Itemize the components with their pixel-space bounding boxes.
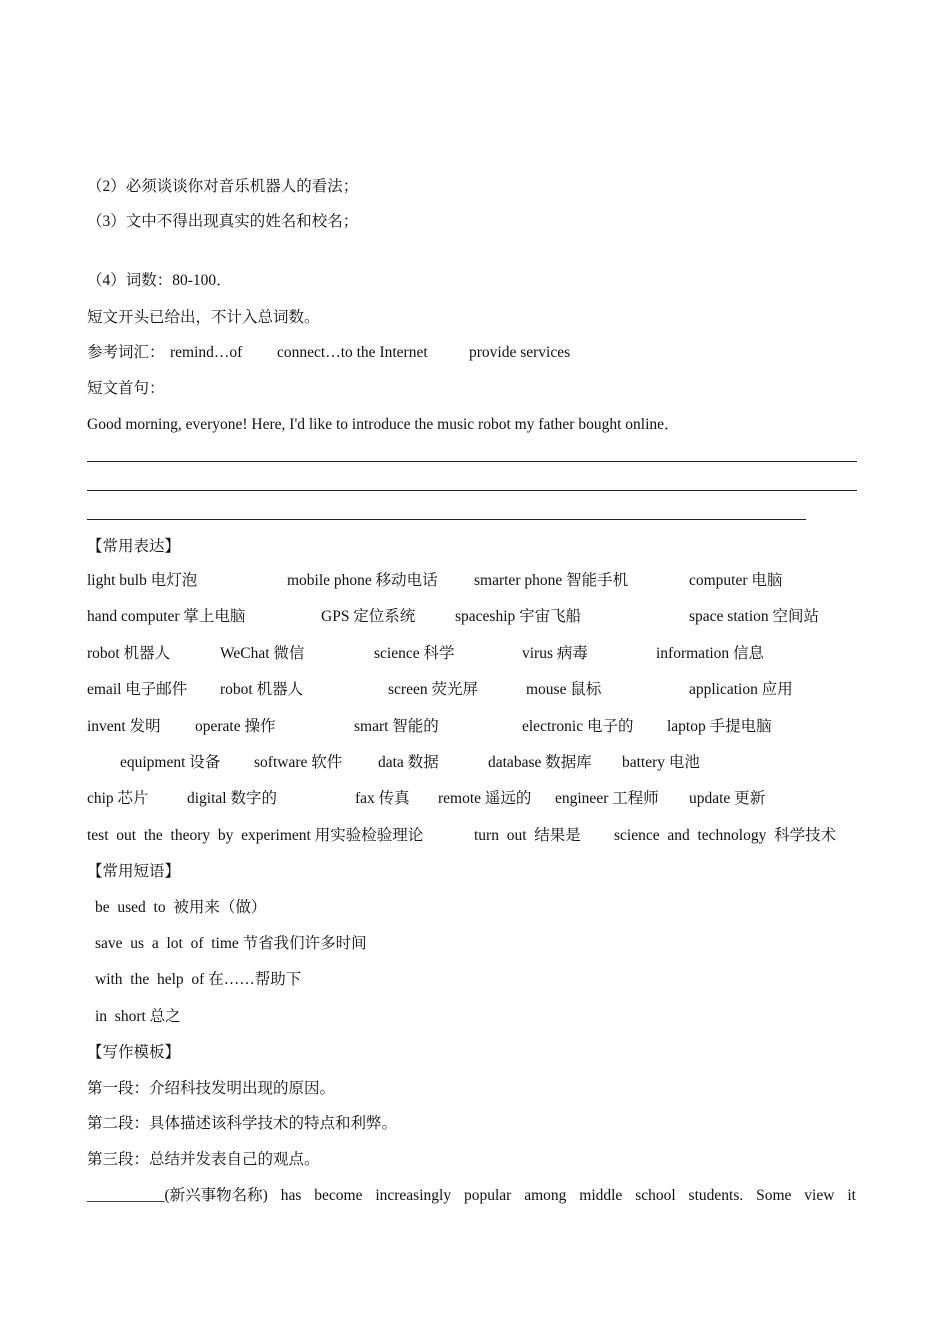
expression-item: battery 电池 bbox=[622, 754, 700, 771]
expression-item: fax 传真 bbox=[355, 790, 410, 807]
expression-item: invent 发明 bbox=[87, 718, 161, 735]
expression-item: turn out 结果是 bbox=[474, 827, 581, 844]
not-counted-note: 短文开头已给出，不计入总词数。 bbox=[87, 309, 320, 326]
opening-label: 短文首句： bbox=[87, 380, 165, 397]
expression-row bbox=[0, 753, 950, 773]
template-sentence bbox=[87, 1186, 856, 1206]
vocab-item: provide services bbox=[469, 344, 571, 361]
template-paragraph-3: 第三段：总结并发表自己的观点。 bbox=[87, 1151, 320, 1168]
expression-item: update 更新 bbox=[689, 790, 766, 807]
phrase-item: in short 总之 bbox=[95, 1008, 181, 1025]
template-word: school bbox=[635, 1187, 676, 1204]
expression-item: remote 遥远的 bbox=[438, 790, 532, 807]
expression-item: science 科学 bbox=[374, 645, 455, 662]
template-word: it bbox=[847, 1187, 856, 1204]
phrases-heading: 【常用短语】 bbox=[87, 863, 181, 880]
template-paragraph-1: 第一段：介绍科技发明出现的原因。 bbox=[87, 1080, 336, 1097]
template-word: students. bbox=[688, 1187, 744, 1204]
expression-item: mobile phone 移动电话 bbox=[287, 572, 438, 589]
expression-item: email 电子邮件 bbox=[87, 681, 188, 698]
expression-item: WeChat 微信 bbox=[220, 645, 305, 662]
expression-item: information 信息 bbox=[656, 645, 765, 662]
expression-item: electronic 电子的 bbox=[522, 718, 634, 735]
vocab-label: 参考词汇： bbox=[87, 344, 165, 361]
expression-item: digital 数字的 bbox=[187, 790, 277, 807]
expression-row bbox=[0, 717, 950, 737]
requirement-4: （4）词数：80-100． bbox=[87, 272, 232, 289]
expression-item: chip 芯片 bbox=[87, 790, 149, 807]
requirement-2: （2）必须谈谈你对音乐机器人的看法； bbox=[87, 178, 359, 195]
expression-item: test out the theory by experiment 用实验检验理论 bbox=[87, 827, 424, 844]
expression-item: equipment 设备 bbox=[120, 754, 221, 771]
template-word: among bbox=[524, 1187, 567, 1204]
template-word: Some bbox=[756, 1187, 792, 1204]
expression-row bbox=[0, 607, 950, 627]
template-word: become bbox=[314, 1187, 363, 1204]
expression-item: robot 机器人 bbox=[220, 681, 304, 698]
expression-item: robot 机器人 bbox=[87, 645, 171, 662]
template-word: __________(新兴事物名称) bbox=[87, 1187, 268, 1204]
expression-item: space station 空间站 bbox=[689, 608, 820, 625]
template-word: has bbox=[280, 1187, 302, 1204]
opening-sentence: Good morning, everyone! Here, I'd like to introduce the music robot my father bought online． bbox=[87, 416, 680, 433]
template-word: popular bbox=[463, 1187, 512, 1204]
answer-line bbox=[87, 519, 806, 520]
expression-item: hand computer 掌上电脑 bbox=[87, 608, 246, 625]
expression-item: software 软件 bbox=[254, 754, 343, 771]
expression-row bbox=[0, 571, 950, 591]
expression-item: virus 病毒 bbox=[522, 645, 588, 662]
expression-item: mouse 鼠标 bbox=[526, 681, 602, 698]
expression-row bbox=[0, 789, 950, 809]
expression-row bbox=[0, 680, 950, 700]
template-word: view bbox=[804, 1187, 835, 1204]
expression-item: smart 智能的 bbox=[354, 718, 439, 735]
expressions-heading: 【常用表达】 bbox=[87, 538, 181, 555]
phrase-item: be used to 被用来（做） bbox=[95, 899, 267, 916]
template-word: increasingly bbox=[375, 1187, 452, 1204]
answer-line bbox=[87, 461, 857, 462]
expression-item: application 应用 bbox=[689, 681, 793, 698]
expression-item: spaceship 宇宙飞船 bbox=[455, 608, 582, 625]
template-heading: 【写作模板】 bbox=[87, 1044, 181, 1061]
template-paragraph-2: 第二段：具体描述该科学技术的特点和利弊。 bbox=[87, 1115, 398, 1132]
expression-item: laptop 手提电脑 bbox=[667, 718, 772, 735]
expression-row bbox=[0, 826, 950, 846]
vocab-item: remind…of bbox=[170, 344, 243, 361]
expression-row bbox=[0, 644, 950, 664]
expression-item: smarter phone 智能手机 bbox=[474, 572, 629, 589]
expression-item: engineer 工程师 bbox=[555, 790, 659, 807]
reference-vocabulary bbox=[0, 343, 950, 363]
answer-line bbox=[87, 490, 857, 491]
expression-item: GPS 定位系统 bbox=[321, 608, 416, 625]
expression-item: database 数据库 bbox=[488, 754, 592, 771]
template-word: middle bbox=[579, 1187, 623, 1204]
expression-item: screen 荧光屏 bbox=[388, 681, 478, 698]
vocab-item: connect…to the Internet bbox=[277, 344, 428, 361]
requirement-3: （3）文中不得出现真实的姓名和校名； bbox=[87, 213, 359, 230]
expression-item: operate 操作 bbox=[195, 718, 276, 735]
expression-item: light bulb 电灯泡 bbox=[87, 572, 198, 589]
expression-item: data 数据 bbox=[378, 754, 439, 771]
phrase-item: with the help of 在……帮助下 bbox=[95, 971, 302, 988]
expression-item: science and technology 科学技术 bbox=[614, 827, 837, 844]
expression-item: computer 电脑 bbox=[689, 572, 783, 589]
phrase-item: save us a lot of time 节省我们许多时间 bbox=[95, 935, 367, 952]
